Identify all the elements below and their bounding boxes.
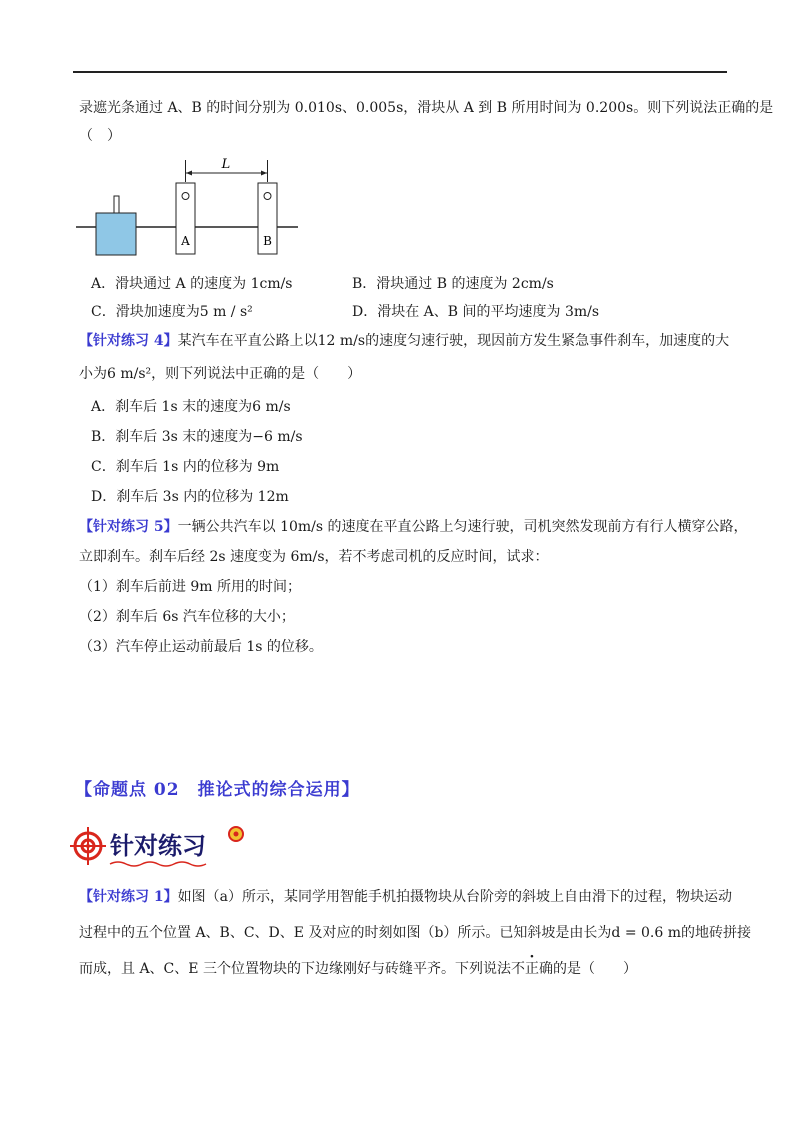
- exercise5-item3: （3）汽车停止运动前最后 1s 的位移。: [79, 639, 323, 655]
- gate-b-label: B: [263, 234, 272, 248]
- exercise4-option-a: A．刹车后 1s 末的速度为6 m/s: [91, 399, 291, 415]
- exercise1-text1: 如图（a）所示，某同学用智能手机拍摄物块从台阶旁的斜坡上自由滑下的过程，物块运动: [177, 889, 732, 905]
- badge-text: 针对练习: [110, 832, 206, 860]
- length-label: L: [221, 157, 231, 172]
- option-c: C．滑块加速度为5 m / s²: [91, 304, 253, 320]
- exercise5-line1: [79, 517, 748, 537]
- option-a: A．滑块通过 A 的速度为 1cm/s: [91, 276, 293, 292]
- exercise5-text1: 一辆公共汽车以 10m/s 的速度在平直公路上匀速行驶，司机突然发现前方有行人横穿公路，: [177, 519, 748, 535]
- practice-badge: [70, 822, 260, 870]
- header-rule: [73, 71, 727, 73]
- exercise1-line1: [79, 887, 732, 907]
- gate-a-label: A: [181, 234, 190, 248]
- exercise1-line2: 过程中的五个位置 A、B、C、D、E 及对应的时刻如图（b）所示。已知斜坡是由长为d = 0.6 m的地砖拼接: [79, 925, 751, 941]
- exercise4-line1: [79, 331, 729, 351]
- exercise5-line2: 立即刹车。刹车后经 2s 速度变为 6m/s，若不考虑司机的反应时间，试求：: [79, 549, 549, 565]
- exercise4-option-c: C．刹车后 1s 内的位移为 9m: [91, 459, 280, 475]
- exercise4-option-d: D．刹车后 3s 内的位移为 12m: [91, 489, 289, 505]
- question-intro-line2: （ ）: [79, 128, 121, 144]
- exercise1-text3-post: 的是（ ）: [552, 961, 637, 977]
- slider-block: [96, 213, 136, 255]
- shading-strip: [114, 196, 119, 213]
- exercise5-tag: 【针对练习 5】: [79, 519, 178, 535]
- option-d: D．滑块在 A、B 间的平均速度为 3m/s: [352, 304, 600, 320]
- exercise4-line2: 小为6 m/s²，则下列说法中正确的是（ ）: [79, 366, 362, 382]
- exercise4-text1: 某汽车在平直公路上以12 m/s的速度匀速行驶，现因前方发生紧急事件刹车，加速度的大: [177, 333, 730, 349]
- section-heading: 【命题点 02 推论式的综合运用】: [75, 780, 360, 800]
- exercise4-tag: 【针对练习 4】: [79, 333, 178, 349]
- question-intro-line1: 录遮光条通过 A、B 的时间分别为 0.010s、0.005s，滑块从 A 到 B 所用时间为 0.200s。则下列说法正确的是: [79, 100, 774, 116]
- exercise1-tag: 【针对练习 1】: [79, 889, 178, 905]
- exercise5-item2: （2）刹车后 6s 汽车位移的大小；: [79, 609, 295, 625]
- exercise1-text3-pre: 而成，且 A、C、E 三个位置物块的下边缘刚好与砖缝平齐。下列说法: [79, 961, 511, 977]
- emphasis-dots: 不正确: [510, 961, 553, 977]
- photogate-diagram: [76, 156, 306, 256]
- exercise4-option-b: B．刹车后 3s 末的速度为−6 m/s: [91, 429, 303, 445]
- option-b: B．滑块通过 B 的速度为 2cm/s: [352, 276, 554, 292]
- exercise5-item1: （1）刹车后前进 9m 所用的时间；: [79, 579, 301, 595]
- exercise1-line3: [79, 959, 637, 979]
